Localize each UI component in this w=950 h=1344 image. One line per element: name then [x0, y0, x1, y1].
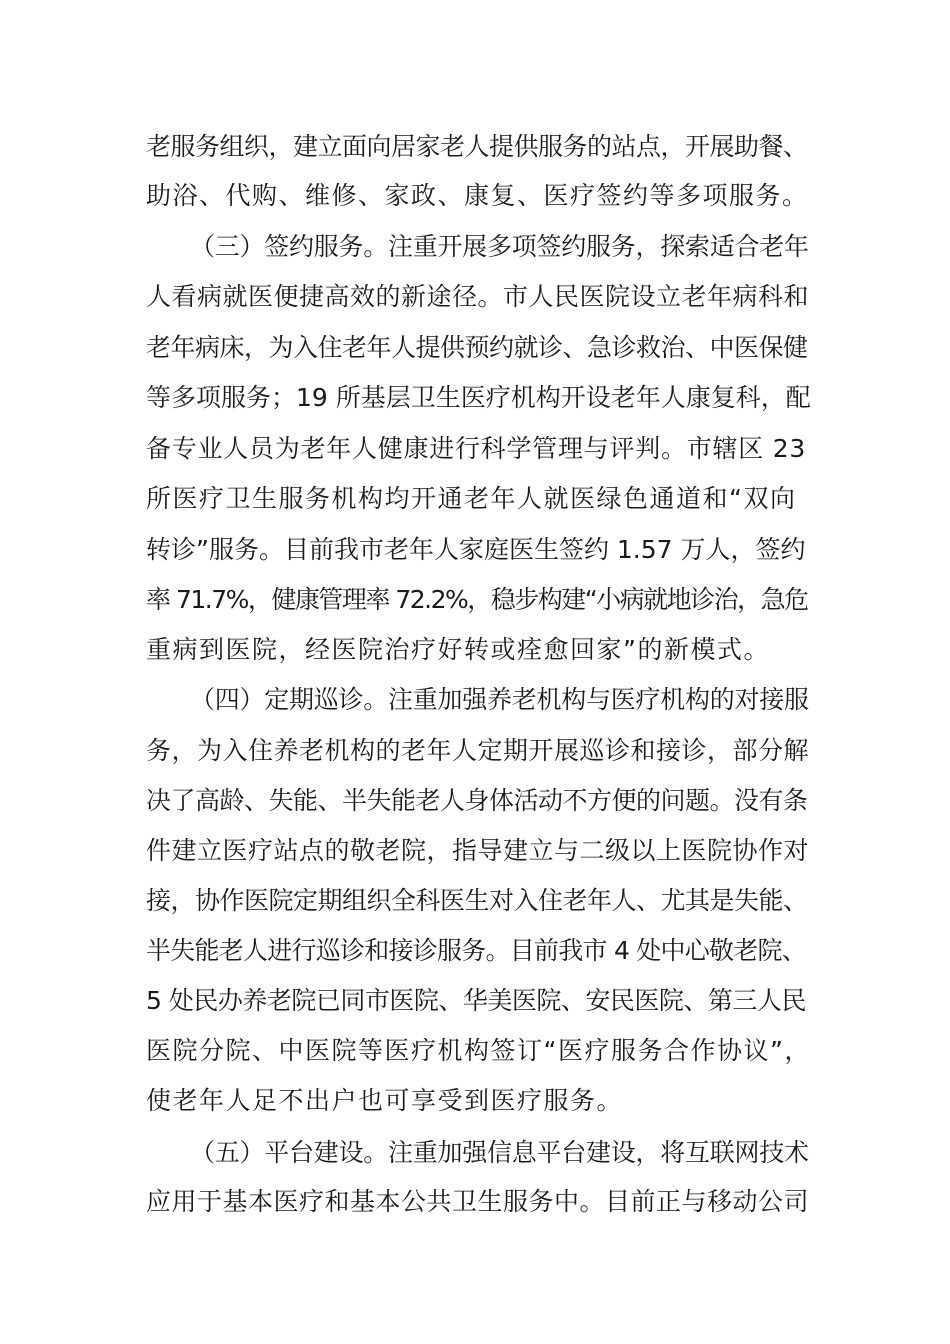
text-line: 使老年人足不出户也可享受到医疗服务。	[146, 1086, 624, 1115]
section-heading-line: （四）定期巡诊。注重加强养老机构与医疗机构的对接服	[190, 685, 809, 714]
text-line: 老服务组织，建立面向居家老人提供服务的站点，开展助餐、	[146, 132, 808, 161]
text-line: 决了高龄、失能、半失能老人身体活动不方便的问题。没有条	[146, 786, 808, 815]
text-line: 件建立医疗站点的敬老院，指导建立与二级以上医院协作对	[146, 836, 810, 865]
text-line: 5 处民办养老院已同市医院、华美医院、安民医院、第三人民	[146, 986, 806, 1015]
text-line: 医院分院、中医院等医疗机构签订“医疗服务合作协议”，	[146, 1036, 811, 1065]
text-line: 率 71.7%，健康管理率 72.2%，稳步构建“小病就地诊治，急危	[146, 585, 808, 614]
section-heading-line: （五）平台建设。注重加强信息平台建设，将互联网技术	[190, 1138, 809, 1167]
text-line: 务，为入住养老机构的老年人定期开展巡诊和接诊，部分解	[146, 736, 810, 765]
text-line: 重病到医院，经医院治疗好转或痊愈回家”的新模式。	[146, 635, 770, 664]
text-line: 人看病就医便捷高效的新途径。市人民医院设立老年病科和	[146, 282, 810, 311]
text-line: 老年病床，为入住老年人提供预约就诊、急诊救治、中医保健	[146, 333, 808, 362]
text-line: 备专业人员为老年人健康进行科学管理与评判。市辖区 23	[146, 434, 807, 463]
text-line: 转诊”服务。目前我市老年人家庭医生签约 1.57 万人，签约	[146, 535, 806, 564]
text-line: 等多项服务；19 所基层卫生医疗机构开设老年人康复科，配	[146, 383, 811, 412]
section-heading-line: （三）签约服务。注重开展多项签约服务，探索适合老年	[190, 232, 809, 261]
text-line: 助浴、代购、维修、家政、康复、医疗签约等多项服务。	[146, 181, 809, 210]
text-line: 所医疗卫生服务机构均开通老年人就医绿色通道和“双向	[146, 484, 797, 513]
text-line: 半失能老人进行巡诊和接诊服务。目前我市 4 处中心敬老院、	[146, 936, 807, 965]
text-line: 接，协作医院定期组织全科医生对入住老年人、尤其是失能、	[146, 886, 808, 915]
text-line: 应用于基本医疗和基本公共卫生服务中。目前正与移动公司	[146, 1187, 810, 1216]
